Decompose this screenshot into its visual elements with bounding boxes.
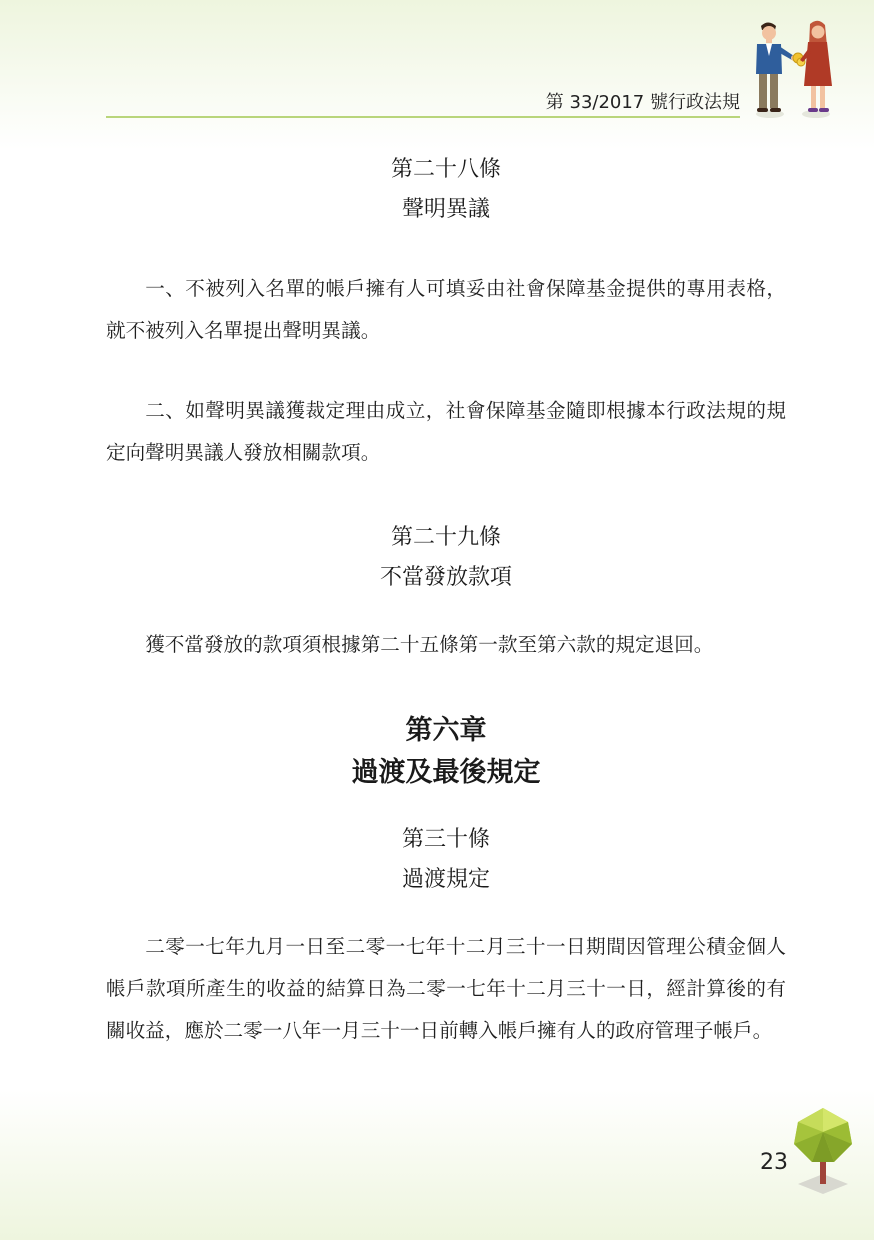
article-number: 第三十條 bbox=[401, 827, 490, 852]
paragraph: 二、如聲明異議獲裁定理由成立，社會保障基金隨即根據本行政法規的規定向聲明異議人發放相關款項。 bbox=[106, 399, 786, 464]
chapter-6 bbox=[106, 710, 786, 794]
article-28 bbox=[106, 150, 786, 474]
paragraph: 一、不被列入名單的帳戶擁有人可填妥由社會保障基金提供的專用表格，就不被列入名單提出聲明異議。 bbox=[106, 277, 786, 342]
header-title: 第 33/2017 號行政法規 bbox=[545, 92, 740, 113]
header-rule bbox=[106, 116, 740, 118]
chapter-title: 過渡及最後規定 bbox=[351, 757, 541, 788]
chapter-number: 第六章 bbox=[405, 715, 487, 746]
article-30 bbox=[106, 820, 786, 1052]
article-number: 第二十九條 bbox=[390, 525, 501, 550]
tree-illustration bbox=[790, 1104, 856, 1196]
article-number: 第二十八條 bbox=[390, 157, 501, 182]
paragraph: 獲不當發放的款項須根據第二十五條第一款至第六款的規定退回。 bbox=[145, 633, 714, 656]
article-title: 過渡規定 bbox=[401, 867, 490, 892]
page-number: 23 bbox=[760, 1150, 788, 1175]
article-title: 不當發放款項 bbox=[379, 565, 512, 590]
document-body bbox=[106, 150, 786, 1052]
people-handing-coins-illustration bbox=[748, 16, 838, 122]
article-title: 聲明異議 bbox=[401, 197, 490, 222]
article-29 bbox=[106, 518, 786, 666]
paragraph: 二零一七年九月一日至二零一七年十二月三十一日期間因管理公積金個人帳戶款項所產生的收益的結算日為二零一七年十二月三十一日，經計算後的有關收益，應於二零一八年一月三十一日前轉入帳戶擁有人的政府管理子帳戶。 bbox=[106, 935, 786, 1042]
